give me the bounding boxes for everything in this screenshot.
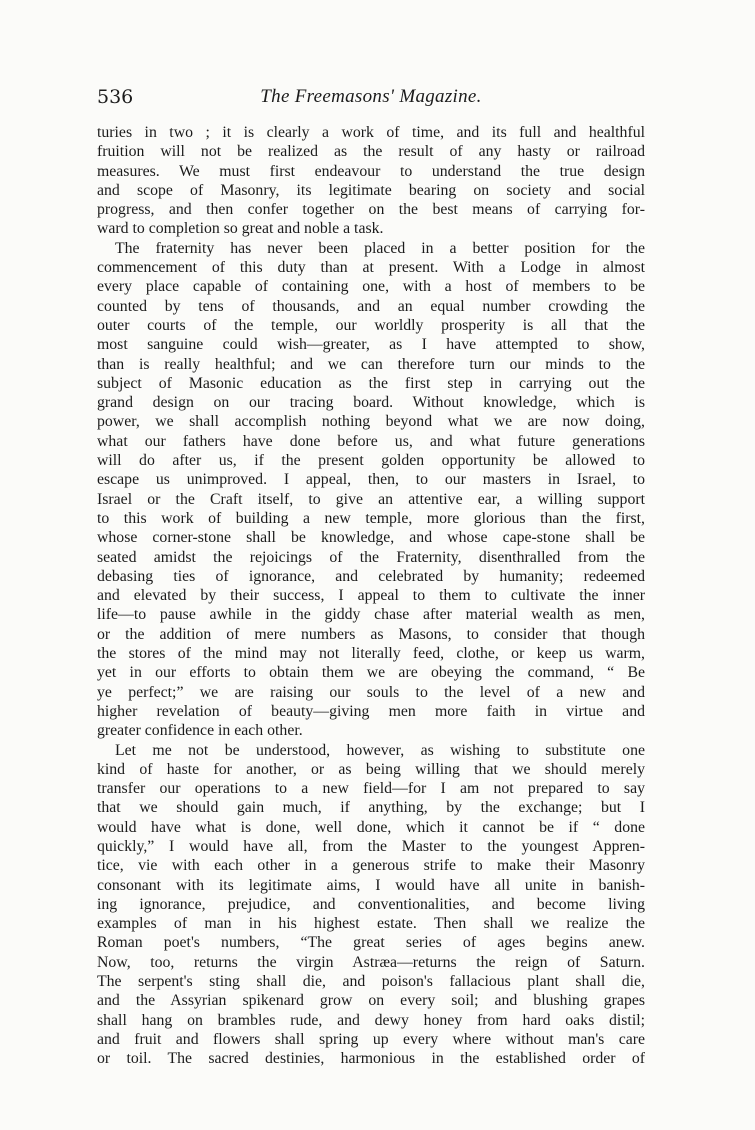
text-line: or the addition of mere numbers as Masons, to consider that though xyxy=(97,625,645,643)
text-line: yet in our efforts to obtain them we are obeying the command, “ Be xyxy=(97,664,645,682)
text-line: would have what is done, well done, which it cannot be if “ done xyxy=(97,818,645,836)
paragraph xyxy=(97,741,645,1069)
text-line: most sanguine could wish—greater, as I have attempted to show, xyxy=(97,336,645,354)
text-line: that we should gain much, if anything, by the exchange; but I xyxy=(97,799,645,817)
text-line: and the Assyrian spikenard grow on every soil; and blushing grapes xyxy=(97,992,645,1010)
text-line: and scope of Masonry, its legitimate bearing on society and social xyxy=(97,181,645,199)
text-line: Israel or the Craft itself, to give an attentive ear, a willing support xyxy=(97,490,645,508)
article-body xyxy=(97,123,645,1069)
running-title: The Freemasons' Magazine. xyxy=(260,86,482,107)
text-line: examples of man in his highest estate. Then shall we realize the xyxy=(97,915,645,933)
text-line: the stores of the mind may not literally feed, clothe, or keep us warm, xyxy=(97,645,645,663)
text-line: Roman poet's numbers, “The great series of ages begins anew. xyxy=(97,934,645,952)
text-line: progress, and then confer together on the best means of carrying for- xyxy=(97,201,645,219)
text-line: whose corner-stone shall be knowledge, and whose cape-stone shall be xyxy=(97,529,645,547)
text-line: to this work of building a new temple, more glorious than the first, xyxy=(97,509,645,527)
text-line: ing ignorance, prejudice, and conventionalities, and become living xyxy=(97,895,645,913)
text-line: tice, vie with each other in a generous strife to make their Masonry xyxy=(97,857,645,875)
text-line: Now, too, returns the virgin Astræa—returns the reign of Saturn. xyxy=(97,953,645,971)
text-line: The fraternity has never been placed in a better position for the xyxy=(115,239,645,257)
text-line: grand design on our tracing board. Without knowledge, which is xyxy=(97,394,645,412)
text-line: will do after us, if the present golden opportunity be allowed to xyxy=(97,452,645,470)
text-line: debasing ties of ignorance, and celebrated by humanity; redeemed xyxy=(97,567,645,585)
text-line: commencement of this duty than at present. With a Lodge in almost xyxy=(97,259,645,277)
text-line: higher revelation of beauty—giving men more faith in virtue and xyxy=(97,702,645,720)
paragraph xyxy=(97,123,645,239)
text-line: power, we shall accomplish nothing beyond what we are now doing, xyxy=(97,413,645,431)
text-line: shall hang on brambles rude, and dewy honey from hard oaks distil; xyxy=(97,1011,645,1029)
text-line: or toil. The sacred destinies, harmonious in the established order of xyxy=(97,1050,645,1068)
text-line: every place capable of containing one, with a host of members to be xyxy=(97,278,645,296)
text-line: consonant with its legitimate aims, I would have all unite in banish- xyxy=(97,876,645,894)
text-line: escape us unimproved. I appeal, then, to our masters in Israel, to xyxy=(97,471,645,489)
text-line: fruition will not be realized as the result of any hasty or railroad xyxy=(97,143,645,161)
text-line: than is really healthful; and we can therefore turn our minds to the xyxy=(97,355,645,373)
text-line: measures. We must first endeavour to understand the true design xyxy=(97,162,645,180)
text-line: kind of haste for another, or as being willing that we should merely xyxy=(97,760,645,778)
text-line: what our fathers have done before us, and what future generations xyxy=(97,432,645,450)
text-line: subject of Masonic education as the first step in carrying out the xyxy=(97,374,645,392)
paragraph xyxy=(97,239,645,741)
text-line: outer courts of the temple, our worldly prosperity is all that the xyxy=(97,316,645,334)
text-line: and elevated by their success, I appeal to them to cultivate the inner xyxy=(97,587,645,605)
text-line: counted by tens of thousands, and an equal number crowding the xyxy=(97,297,645,315)
page-number: 536 xyxy=(97,86,134,108)
text-line: seated amidst the rejoicings of the Fraternity, disenthralled from the xyxy=(97,548,645,566)
text-line: quickly,” I would have all, from the Master to the youngest Appren- xyxy=(97,837,645,855)
text-line: ward to completion so great and noble a task. xyxy=(97,220,384,238)
text-line: ye perfect;” we are raising our souls to the level of a new and xyxy=(97,683,645,701)
text-line: and fruit and flowers shall spring up every where without man's care xyxy=(97,1030,645,1048)
page-header xyxy=(97,86,645,112)
text-line: transfer our operations to a new field—for I am not prepared to say xyxy=(97,780,645,798)
text-line: greater confidence in each other. xyxy=(97,722,303,740)
text-line: The serpent's sting shall die, and poison's fallacious plant shall die, xyxy=(97,973,645,991)
text-line: turies in two ; it is clearly a work of time, and its full and healthful xyxy=(97,124,645,141)
text-line: Let me not be understood, however, as wishing to substitute one xyxy=(115,741,645,759)
text-line: life—to pause awhile in the giddy chase after material wealth as men, xyxy=(97,606,645,624)
